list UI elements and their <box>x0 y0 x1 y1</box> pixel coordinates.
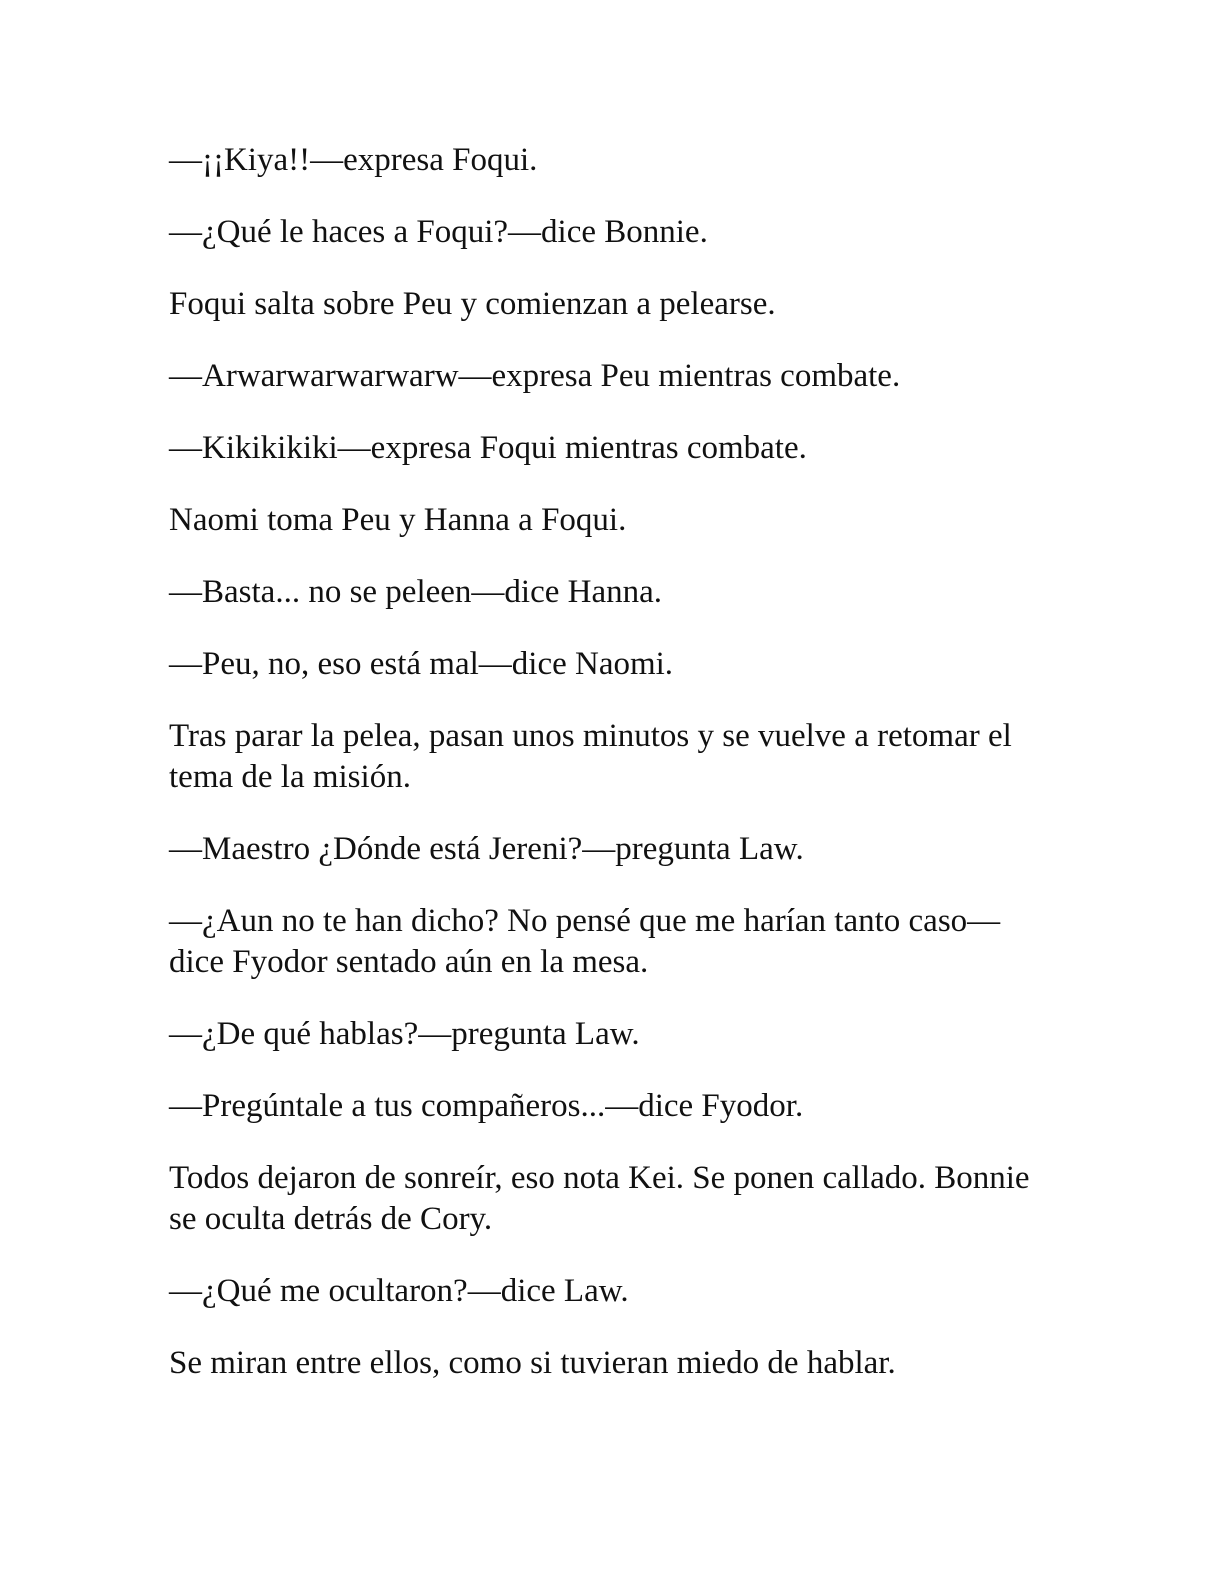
paragraph: Tras parar la pelea, pasan unos minutos y se vuelve a retomar el tema de la misión. <box>169 718 1012 795</box>
paragraph: Naomi toma Peu y Hanna a Foqui. <box>169 502 627 538</box>
paragraph: Todos dejaron de sonreír, eso nota Kei. Se ponen callado. Bonnie se oculta detrás de Cory. <box>169 1160 1030 1237</box>
paragraph: —¡¡Kiya!!—expresa Foqui. <box>169 142 538 178</box>
paragraph: —Pregúntale a tus compañeros...—dice Fyodor. <box>169 1088 804 1124</box>
paragraph: —Arwarwarwarwarw—expresa Peu mientras combate. <box>169 358 901 394</box>
paragraph: —¿Qué le haces a Foqui?—dice Bonnie. <box>169 214 708 250</box>
paragraph: —¿De qué hablas?—pregunta Law. <box>169 1016 640 1052</box>
document-body <box>169 140 1049 1415</box>
paragraph: —¿Qué me ocultaron?—dice Law. <box>169 1273 629 1309</box>
paragraph: —Basta... no se peleen—dice Hanna. <box>169 574 663 610</box>
paragraph: Foqui salta sobre Peu y comienzan a pelearse. <box>169 286 776 322</box>
paragraph: —Maestro ¿Dónde está Jereni?—pregunta Law. <box>169 831 804 867</box>
paragraph: —Peu, no, eso está mal—dice Naomi. <box>169 646 674 682</box>
paragraph: Se miran entre ellos, como si tuvieran miedo de hablar. <box>169 1345 896 1381</box>
paragraph: —Kikikikiki—expresa Foqui mientras combate. <box>169 430 807 466</box>
paragraph: —¿Aun no te han dicho? No pensé que me harían tanto caso—dice Fyodor sentado aún en la mesa. <box>169 903 1001 980</box>
